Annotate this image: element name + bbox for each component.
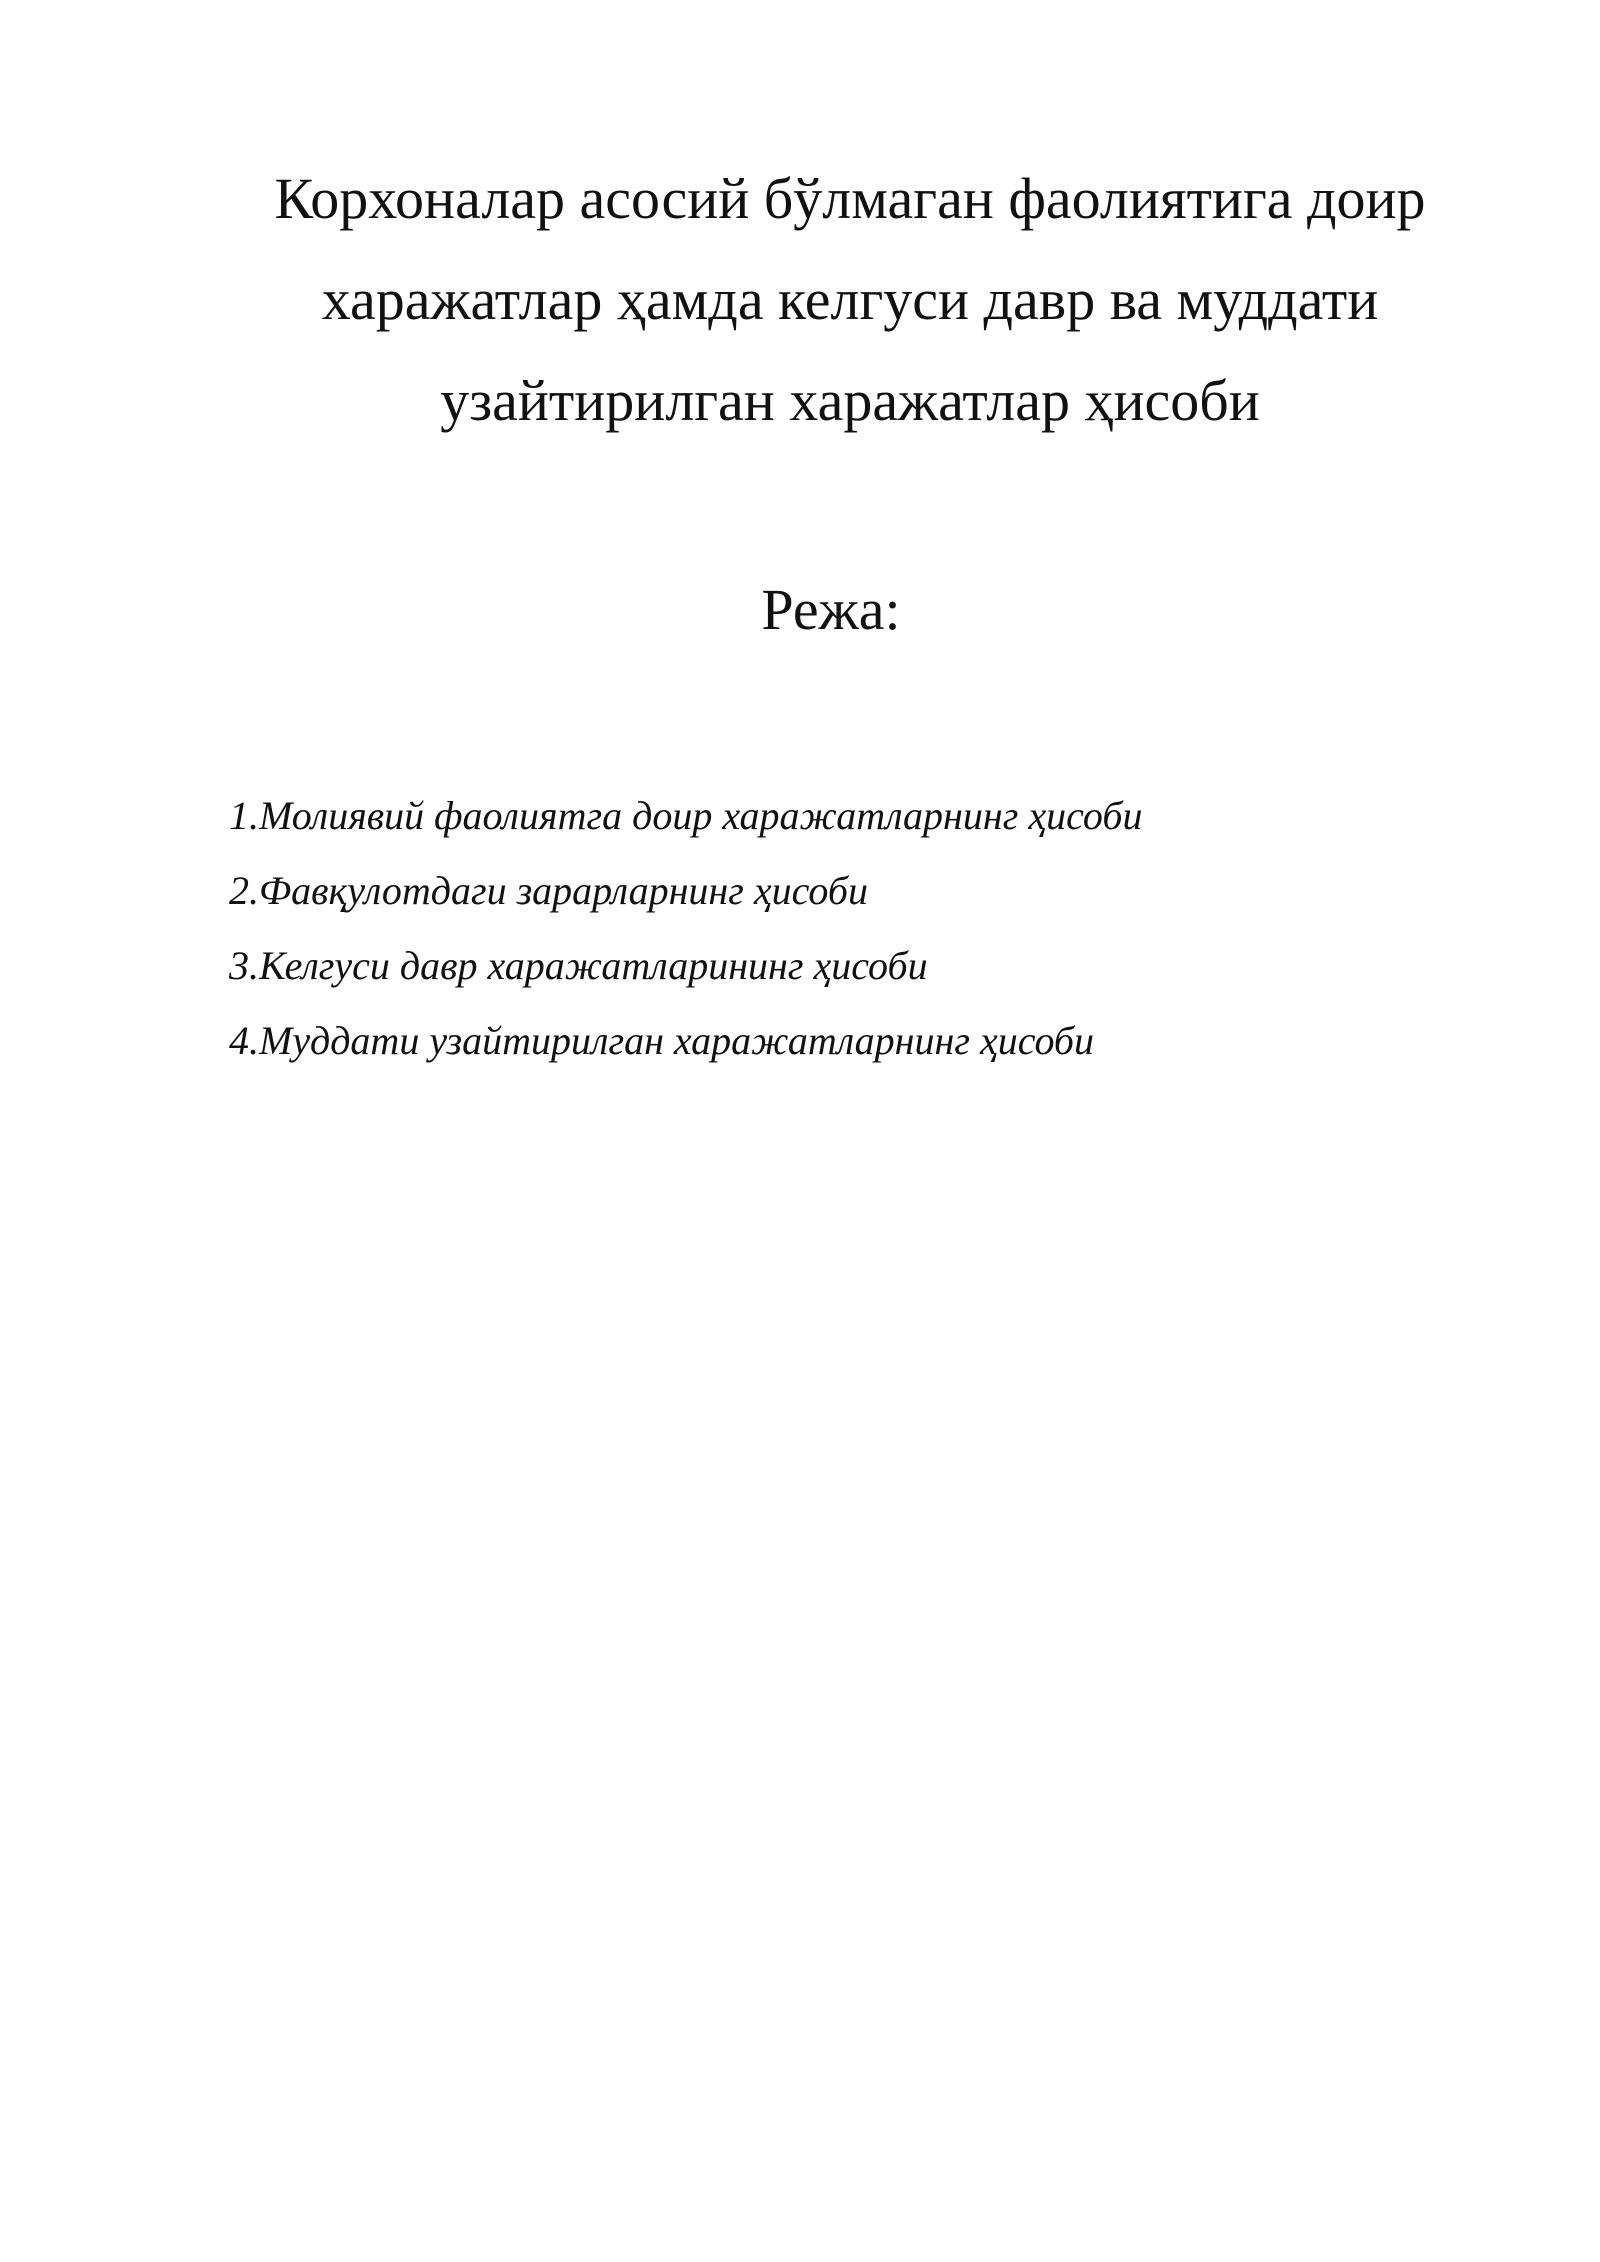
- title-line-2: харажатлар ҳамда келгуси давр ва муддати: [321, 267, 1379, 332]
- plan-item-4: 4.Муддати узайтирилган харажатларнинг ҳисоби: [229, 1018, 1095, 1063]
- plan-item-3: 3.Келгуси давр харажатларининг ҳисоби: [229, 943, 928, 988]
- document-title: [230, 148, 1470, 451]
- plan-item-1: 1.Молиявий фаолиятга доир харажатларнинг ҳисоби: [229, 793, 1143, 838]
- plan-list: [229, 778, 1142, 1078]
- title-line-3: узайтирилган харажатлар ҳисоби: [440, 368, 1260, 433]
- plan-item-2: 2.Фавқулотдаги зарарларнинг ҳисоби: [229, 868, 868, 913]
- title-line-1: Корхоналар асосий бўлмаган фаолиятига доир: [274, 166, 1426, 231]
- plan-heading: Режа:: [761, 577, 901, 642]
